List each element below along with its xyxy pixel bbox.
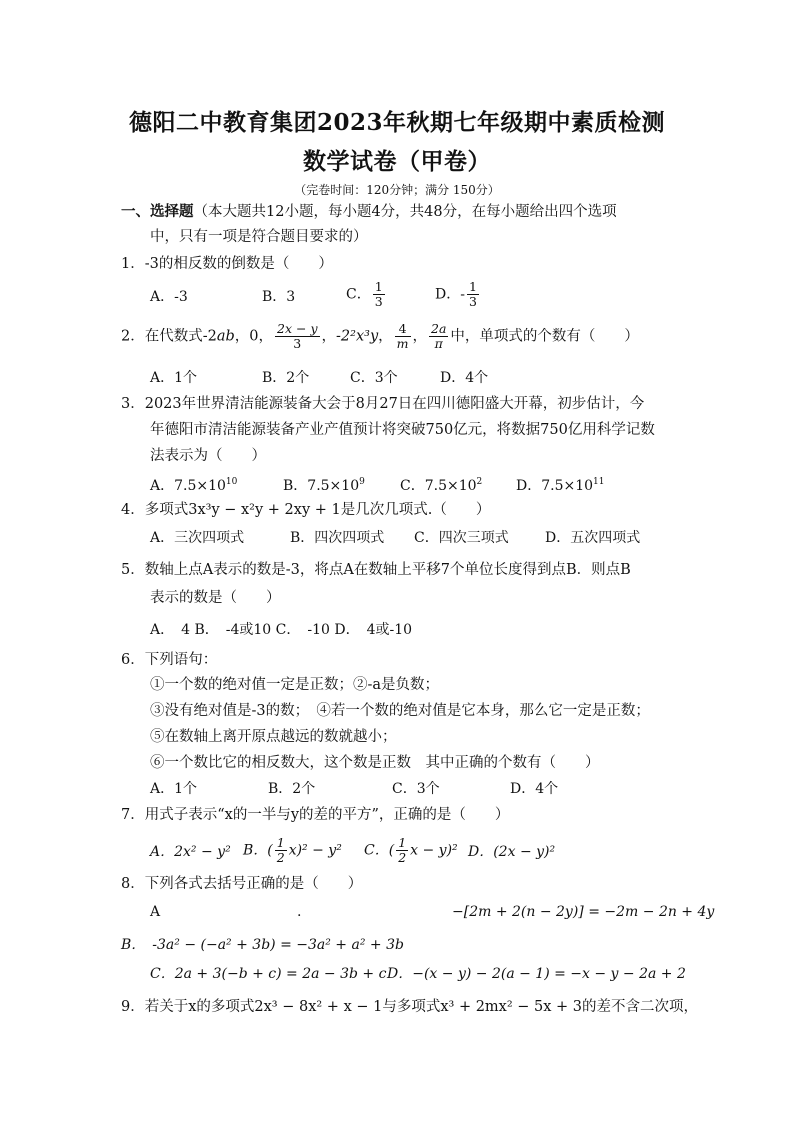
question-3-line-1: 3．2023年世界清洁能源装备大会于8月27日在四川德阳盛大开幕，初步估计，今	[121, 396, 645, 412]
q2-term: -2²x³y	[336, 328, 379, 345]
q3-a-base: A．7.5×10	[150, 478, 226, 494]
q4-option-b: B．四次四项式	[290, 530, 385, 546]
q1-d-label: D．-	[435, 286, 465, 303]
q2-option-d: D．4个	[440, 370, 489, 386]
q7-b-pre: B．(	[243, 842, 273, 859]
q7-c-pre: C．(	[364, 842, 395, 859]
q3-c-exp: 2	[476, 477, 483, 487]
denominator: 3	[468, 294, 477, 309]
question-9-line-1: 9．若关于x的多项式2x³ − 8x² + x − 1与多项式x³ + 2mx² − 5x + 3的差不含二次项，	[121, 999, 699, 1015]
q8-option-a-expr: −[2m + 2(n − 2y)] = −2m − 2n + 4y	[452, 904, 715, 920]
q2-sep: ，0，	[234, 328, 274, 345]
q1-option-c	[346, 280, 387, 309]
section-title: 一、选择题	[121, 203, 194, 220]
question-2-stem	[121, 322, 639, 351]
q2-ab: ab	[216, 328, 235, 345]
numerator: 1	[276, 835, 285, 850]
q7-option-d: D．(2x − y)²	[468, 844, 556, 860]
denominator: 2	[276, 850, 285, 865]
q2-option-c: C．3个	[350, 370, 398, 386]
q6-statement-4: ⑥一个数比它的相反数大，这个数是正数 其中正确的个数有（ ）	[150, 755, 600, 771]
exam-title: 德阳二中教育集团2023年秋期七年级期中素质检测	[128, 109, 665, 136]
denominator: 3	[374, 294, 383, 309]
q3-b-base: B．7.5×10	[283, 478, 360, 494]
q2-prefix: 2．在代数式-2	[121, 328, 217, 345]
question-7-stem: 7．用式子表示“x的一半与y的差的平方”，正确的是（ ）	[121, 807, 510, 823]
q1-d-fraction	[467, 280, 479, 309]
section-heading	[121, 202, 617, 222]
numerator: 1	[374, 279, 383, 294]
q1-option-b: B．3	[262, 289, 296, 305]
q8-option-c: C．2a + 3(−b + c) = 2a − 3b + c	[150, 966, 387, 982]
q6-option-a: A．1个	[150, 781, 198, 797]
q2-fraction-3	[429, 322, 448, 351]
q1-option-d	[435, 280, 481, 309]
q1-c-label: C．	[346, 286, 371, 303]
q2-suffix: 中，单项式的个数有（ ）	[450, 328, 639, 345]
q3-option-c	[400, 472, 482, 496]
q1-c-fraction	[373, 280, 385, 309]
numerator: 1	[468, 279, 477, 294]
question-1-stem: 1．-3的相反数的倒数是（ ）	[121, 256, 333, 272]
q3-option-d	[516, 472, 605, 496]
question-3-line-3: 法表示为（ ）	[150, 448, 266, 464]
q5-options: A． 4 B． -4或10 C． -10 D． 4或-10	[150, 622, 413, 638]
question-5-line-1: 5．数轴上点A表示的数是-3，将点A在数轴上平移7个单位长度得到点B．则点B	[121, 562, 631, 578]
q2-option-b: B．2个	[262, 370, 310, 386]
q6-statement-1: ①一个数的绝对值一定是正数；②-a是负数；	[150, 677, 440, 693]
q3-b-exp: 9	[359, 477, 365, 487]
q7-c-fraction	[396, 836, 408, 865]
q2-sep: ，	[321, 328, 337, 345]
exam-subtitle: 数学试卷（甲卷）	[303, 148, 491, 175]
q7-b-post: x)² − y²	[288, 842, 342, 859]
q4-option-d: D．五次四项式	[545, 530, 641, 546]
q2-fraction-2	[395, 322, 411, 351]
denominator: 3	[293, 336, 302, 351]
denominator: m	[396, 336, 409, 351]
exam-meta: （完卷时间：120分钟；满分 150分）	[294, 183, 500, 197]
denominator: π	[434, 336, 443, 351]
q2-sep: ，	[378, 328, 393, 345]
q3-d-exp: 11	[593, 477, 605, 487]
q2-fraction-1	[275, 322, 320, 351]
numerator: 2x − y	[277, 321, 318, 336]
numerator: 4	[395, 322, 411, 337]
q6-option-c: C．3个	[392, 781, 440, 797]
question-5-line-2: 表示的数是（ ）	[150, 590, 281, 606]
section-desc-1: （本大题共12小题，每小题4分，共48分，在每小题给出四个选项	[193, 204, 617, 220]
q1-option-a: A．-3	[150, 289, 188, 305]
q2-sep: ，	[412, 328, 428, 345]
q7-b-fraction	[275, 836, 287, 865]
question-4-stem: 4．多项式3x³y − x²y + 2xy + 1是几次几项式.（ ）	[121, 502, 491, 518]
q2-option-a: A．1个	[150, 370, 198, 386]
q7-option-c	[364, 836, 458, 865]
q3-c-base: C．7.5×10	[400, 478, 477, 494]
q3-d-base: D．7.5×10	[516, 478, 594, 494]
q8-option-b: B． -3a² − (−a² + 3b) = −3a² + a² + 3b	[121, 937, 404, 953]
denominator: 2	[398, 850, 407, 865]
q4-option-a: A．三次四项式	[150, 530, 245, 546]
q8-option-a-label: A	[150, 904, 161, 920]
q6-statement-2: ③没有绝对值是-3的数； ④若一个数的绝对值是它本身，那么它一定是正数；	[150, 703, 650, 719]
q7-c-post: x − y)²	[410, 842, 458, 859]
q6-option-d: D．4个	[510, 781, 559, 797]
q7-option-b	[243, 836, 342, 865]
q6-statement-3: ⑤在数轴上离开原点越远的数就越小；	[150, 729, 397, 745]
section-desc-2: 中，只有一项是符合题目要求的）	[150, 229, 368, 245]
q7-option-a: A．2x² − y²	[150, 844, 231, 860]
q8-option-d: D．−(x − y) − 2(a − 1) = −x − y − 2a + 2	[387, 966, 686, 982]
q3-option-a	[150, 472, 237, 496]
q3-a-exp: 10	[225, 477, 238, 487]
question-3-line-2: 年德阳市清洁能源装备产业产值预计将突破750亿元，将数据750亿用科学记数	[150, 422, 655, 438]
q6-option-b: B．2个	[268, 781, 316, 797]
numerator: 1	[398, 835, 407, 850]
numerator: 2a	[431, 321, 447, 336]
q4-option-c: C．四次三项式	[414, 530, 509, 546]
q8-option-a-dot: .	[297, 904, 302, 920]
question-8-stem: 8．下列各式去括号正确的是（ ）	[121, 876, 363, 892]
q3-option-b	[283, 472, 365, 496]
question-6-stem: 6．下列语句：	[121, 652, 218, 668]
